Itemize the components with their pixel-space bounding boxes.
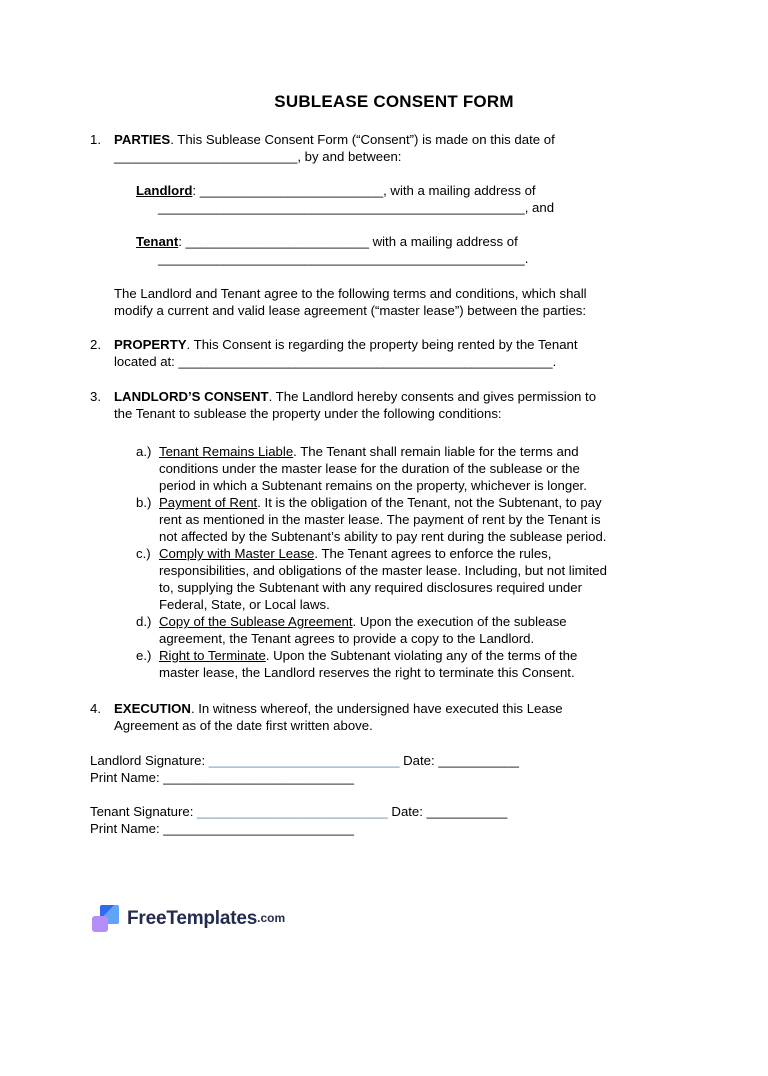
paragraph-text: . — [524, 251, 529, 266]
paragraph-text: with a mailing address of — [368, 234, 518, 249]
section-heading: PROPERTY — [114, 337, 187, 352]
paragraph-line — [114, 336, 578, 353]
condition-marker: d.) — [136, 614, 152, 629]
condition-marker: c.) — [136, 546, 151, 561]
condition-marker: a.) — [136, 444, 152, 459]
section-consent-text — [114, 388, 596, 422]
tenant-address-field[interactable]: __________________________________________________ — [158, 251, 525, 266]
paragraph-text: : — [178, 234, 186, 249]
condition-title: Right to Terminate — [159, 648, 266, 663]
paragraph-line: to, supplying the Subtenant with any required disclosures required under — [159, 580, 582, 595]
print-name-row — [90, 769, 698, 786]
condition-item-a — [136, 443, 698, 494]
section-parties — [90, 131, 698, 165]
section-parties-text — [114, 131, 555, 165]
condition-item-b — [136, 494, 698, 545]
document-title: SUBLEASE CONSENT FORM — [274, 92, 514, 111]
landlord-print-name-field[interactable]: __________________________ — [163, 770, 354, 785]
freetemplates-logo — [92, 905, 698, 932]
paragraph-line: agreement, the Tenant agrees to provide a copy to the Landlord. — [159, 631, 535, 646]
paragraph-text: . Upon the execution of the sublease — [352, 614, 567, 629]
paragraph-line — [159, 613, 567, 630]
condition-text — [159, 613, 567, 647]
paragraph-line: not affected by the Subtenant’s ability to pay rent during the sublease period. — [159, 529, 607, 544]
paragraph-text: . This Sublease Consent Form (“Consent”) is made on this date of — [170, 132, 555, 147]
paragraph-line: conditions under the master lease for the duration of the sublease or the — [159, 461, 580, 476]
tenant-signature-block — [90, 803, 698, 837]
paragraph-line — [136, 182, 698, 199]
landlord-block — [136, 182, 698, 216]
paragraph-text: . In witness whereof, the undersigned have executed this Lease — [190, 701, 563, 716]
section-number: 4. — [90, 701, 101, 716]
condition-text — [159, 443, 587, 494]
paragraph-line: the Tenant to sublease the property under the following conditions: — [114, 406, 502, 421]
paragraph-line — [114, 353, 578, 370]
paragraph-line — [159, 647, 577, 664]
paragraph-line — [158, 250, 698, 267]
landlord-signature-field[interactable]: __________________________ — [208, 753, 400, 768]
paragraph-line — [158, 199, 698, 216]
tenant-signature-field[interactable]: __________________________ — [197, 804, 388, 819]
tenant-print-name-field[interactable]: __________________________ — [163, 821, 354, 836]
condition-item-d — [136, 613, 698, 647]
landlord-label: Landlord — [136, 183, 193, 198]
signature-line-row — [90, 752, 698, 769]
landlord-name-field[interactable]: _________________________ — [199, 183, 384, 198]
logo-square-shape — [92, 916, 108, 932]
date-blank-field[interactable]: _________________________ — [114, 149, 298, 164]
section-heading: PARTIES — [114, 132, 171, 147]
condition-text — [159, 545, 607, 613]
print-name-row — [90, 820, 698, 837]
paragraph-line: responsibilities, and obligations of the master lease. Including, but not limited — [159, 563, 607, 578]
landlord-date-field[interactable]: ___________ — [438, 753, 520, 768]
paragraph-line — [114, 700, 563, 717]
condition-item-e — [136, 647, 698, 681]
condition-item-c — [136, 545, 698, 613]
paragraph-line: period in which a Subtenant remains on the property, whichever is longer. — [159, 478, 587, 493]
brand-name: FreeTemplates — [127, 908, 258, 929]
paragraph-line: Federal, State, or Local laws. — [159, 597, 330, 612]
landlord-signature-label: Landlord Signature: — [90, 753, 209, 768]
property-address-field[interactable]: ___________________________________________________ — [178, 354, 553, 369]
tenant-name-field[interactable]: _________________________ — [185, 234, 369, 249]
brand-suffix: .com — [257, 911, 286, 925]
condition-title: Copy of the Sublease Agreement — [159, 614, 353, 629]
paragraph-text: . It is the obligation of the Tenant, not the Subtenant, to pay — [257, 495, 602, 510]
section-number: 1. — [90, 132, 101, 147]
paragraph-text: . Upon the Subtenant violating any of the terms of the — [265, 648, 578, 663]
paragraph-line — [159, 545, 607, 562]
condition-text — [159, 647, 577, 681]
paragraph-line — [114, 148, 555, 165]
condition-title: Tenant Remains Liable — [159, 444, 294, 459]
paragraph-text: . The Landlord hereby consents and gives permission to — [268, 389, 597, 404]
paragraph-text: , by and between: — [297, 149, 402, 164]
paragraph-text: located at: — [114, 354, 179, 369]
paragraph-line: Agreement as of the date first written above. — [114, 718, 373, 733]
section-number: 2. — [90, 337, 101, 352]
tenant-signature-label: Tenant Signature: — [90, 804, 198, 819]
tenant-block — [136, 233, 698, 267]
paragraph-line: The Landlord and Tenant agree to the following terms and conditions, which shall — [114, 286, 587, 301]
condition-title: Payment of Rent — [159, 495, 258, 510]
paragraph-line: modify a current and valid lease agreement (“master lease”) between the parties: — [114, 303, 587, 318]
paragraph-line — [114, 131, 555, 148]
paragraph-text: , with a mailing address of — [383, 183, 536, 198]
paragraph-line: rent as mentioned in the master lease. The payment of rent by the Tenant is — [159, 512, 601, 527]
section-landlords-consent — [90, 388, 698, 422]
paragraph-text: , and — [524, 200, 555, 215]
section-property — [90, 336, 698, 370]
paragraph-line — [159, 443, 587, 460]
section-number: 3. — [90, 389, 101, 404]
condition-marker: e.) — [136, 648, 152, 663]
paragraph-text: . This Consent is regarding the property being rented by the Tenant — [186, 337, 578, 352]
print-name-label: Print Name: — [90, 770, 164, 785]
date-label: Date: — [387, 804, 427, 819]
tenant-date-field[interactable]: ___________ — [426, 804, 508, 819]
landlord-signature-block — [90, 752, 698, 786]
signature-line-row — [90, 803, 698, 820]
document-page — [0, 92, 768, 1076]
paragraph-line — [159, 494, 606, 511]
landlord-address-field[interactable]: __________________________________________________ — [158, 200, 525, 215]
paragraph-text: . The Tenant shall remain liable for the terms and — [293, 444, 579, 459]
section-execution — [90, 700, 698, 734]
section-property-text — [114, 336, 578, 370]
paragraph-line: master lease, the Landlord reserves the right to terminate this Consent. — [159, 665, 575, 680]
print-name-label: Print Name: — [90, 821, 164, 836]
paragraph-line — [136, 233, 698, 250]
condition-marker: b.) — [136, 495, 152, 510]
section-heading: EXECUTION — [114, 701, 191, 716]
condition-title: Comply with Master Lease — [159, 546, 315, 561]
tenant-label: Tenant — [136, 234, 179, 249]
paragraph-text: . — [552, 354, 557, 369]
paragraph-line — [114, 388, 596, 405]
consent-conditions-list — [136, 443, 698, 681]
date-label: Date: — [399, 753, 439, 768]
paragraph-text: : — [192, 183, 200, 198]
section-heading: LANDLORD’S CONSENT — [114, 389, 269, 404]
agreement-note — [114, 285, 698, 319]
paragraph-text: . The Tenant agrees to enforce the rules, — [314, 546, 552, 561]
section-execution-text — [114, 700, 563, 734]
freetemplates-logo-icon — [92, 905, 119, 932]
condition-text — [159, 494, 606, 545]
